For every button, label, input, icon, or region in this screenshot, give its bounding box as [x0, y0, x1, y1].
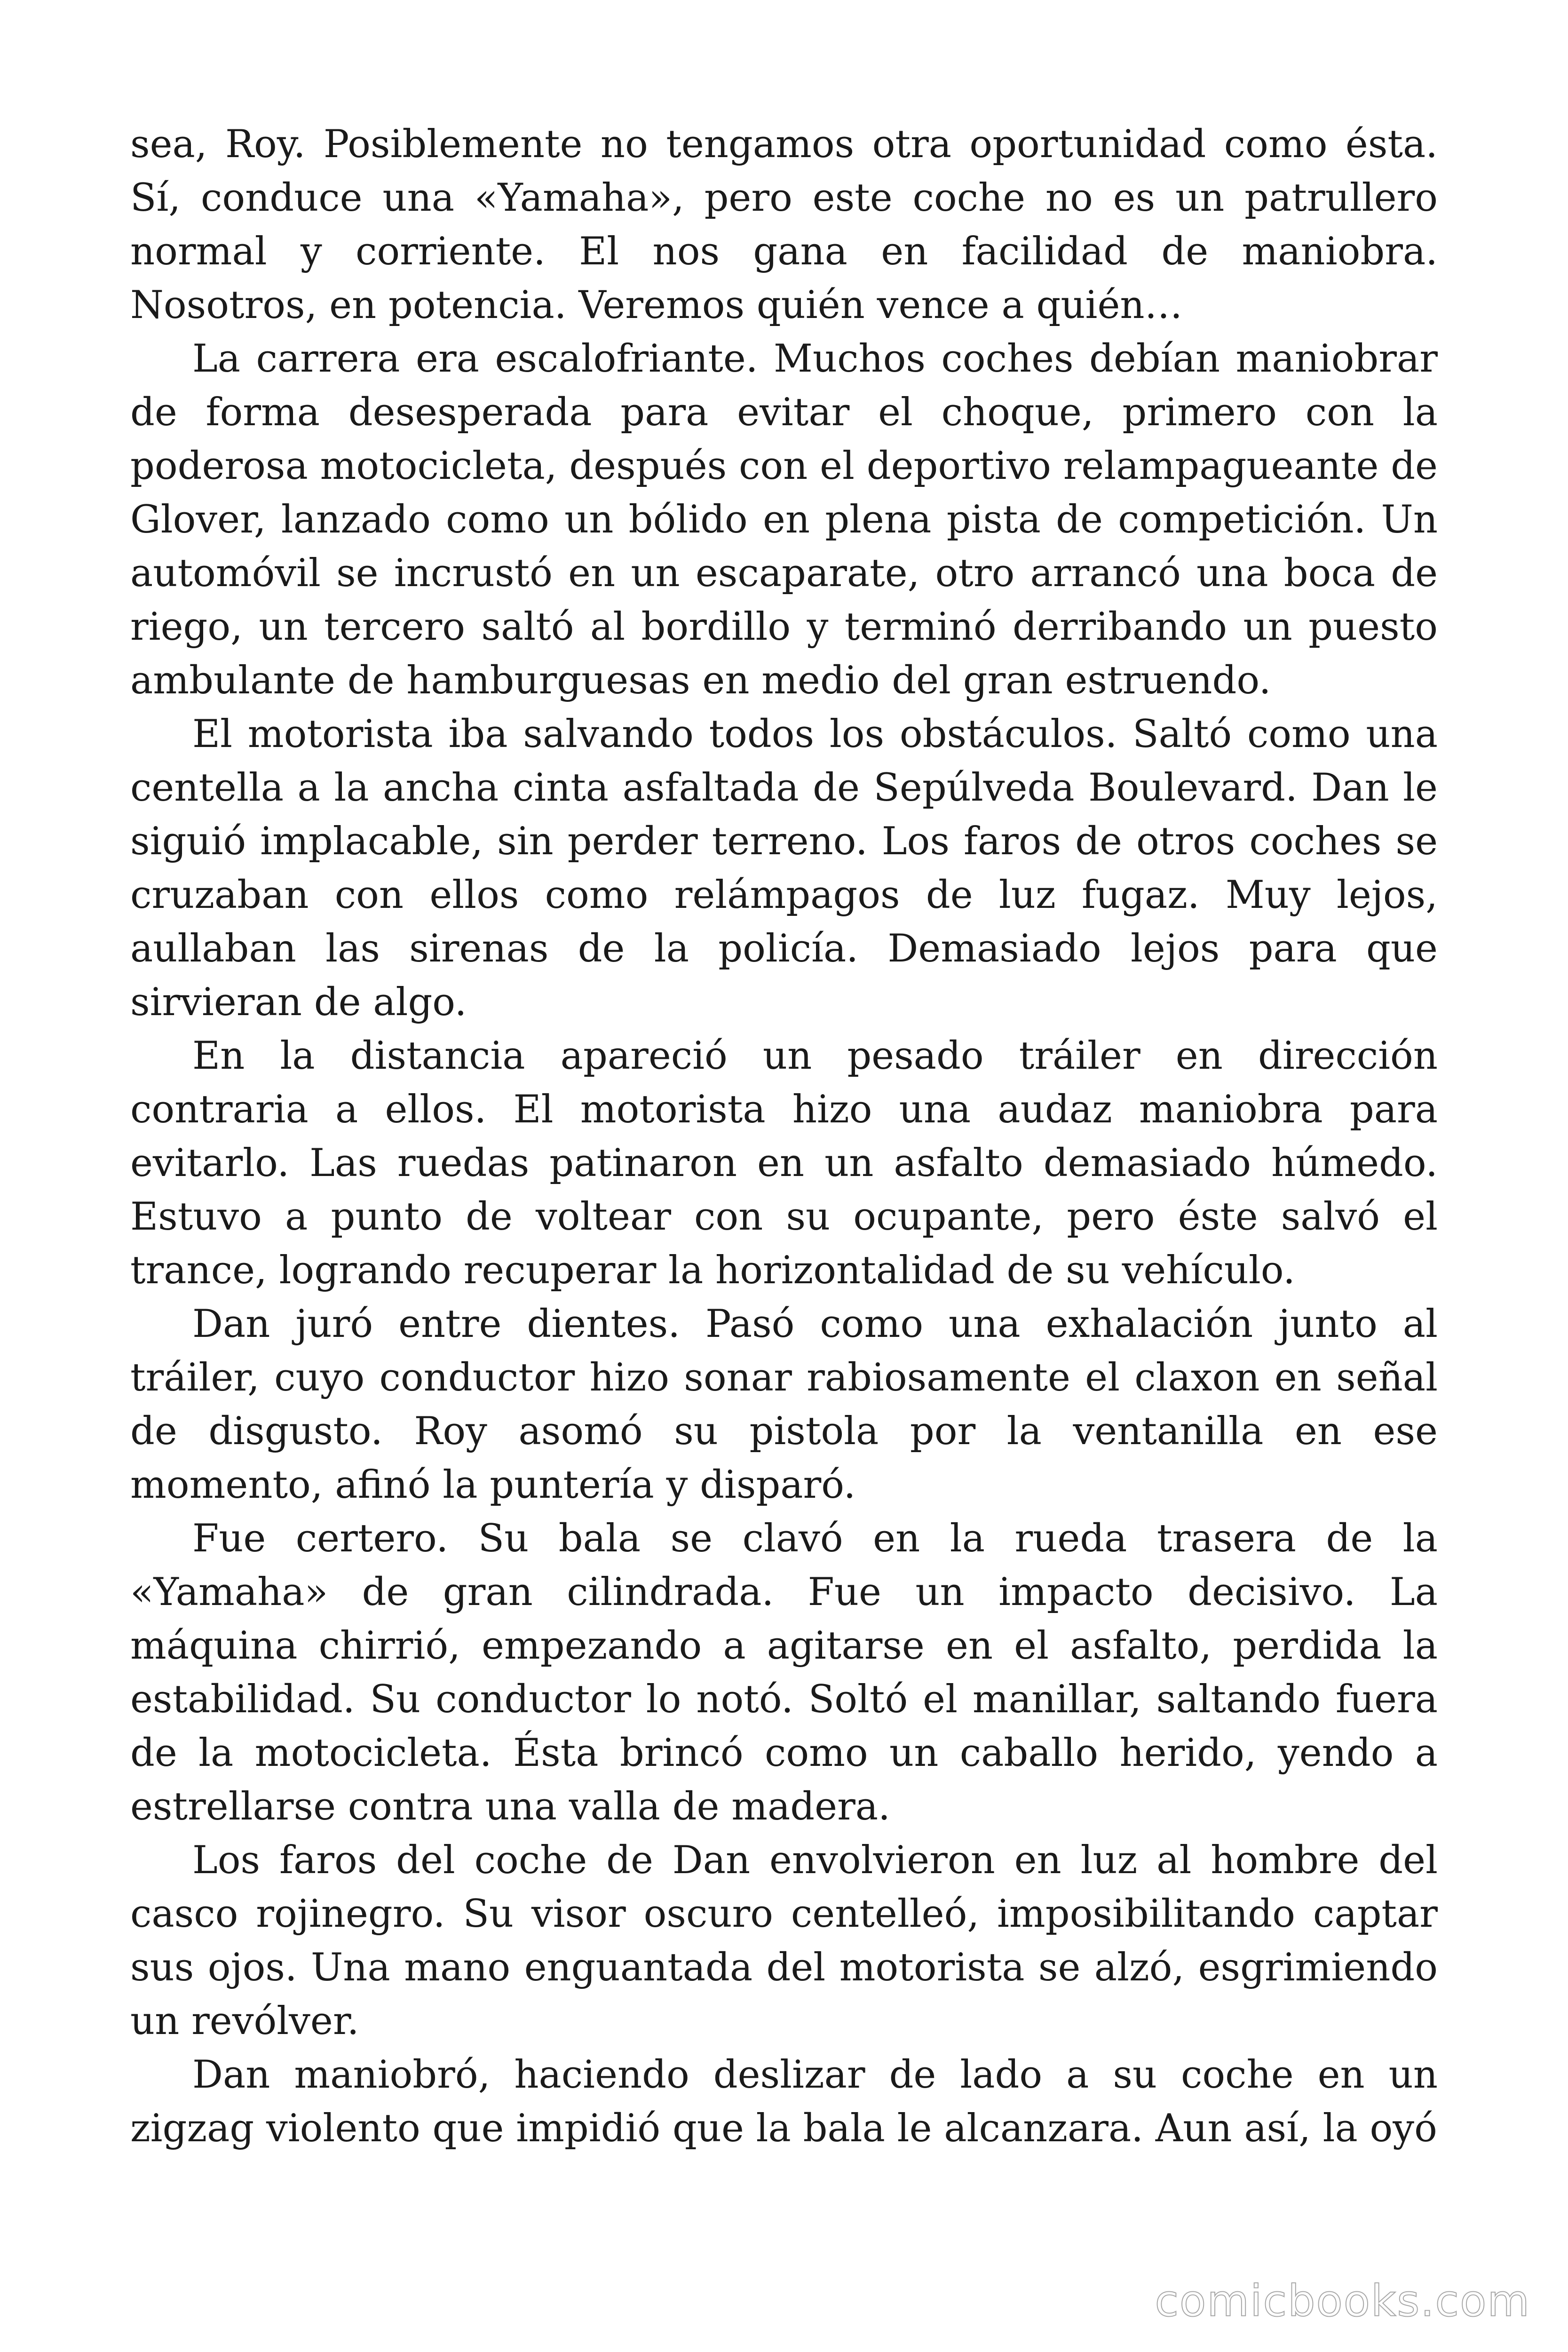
paragraph-4: En la distancia apareció un pesado tráiler en dirección contraria a ellos. El motorista hizo una audaz maniobra para evitarlo. Las ruedas patinaron en un asfalto demasiado húmedo. Estuvo a punto de voltear con su ocupante, pero éste salvó el trance, logrando recuperar la horizontalidad de su vehículo.	[130, 1034, 1438, 1293]
paragraph-5: Dan juró entre dientes. Pasó como una exhalación junto al tráiler, cuyo conductor hizo sonar rabiosamente el claxon en señal de disgusto. Roy asomó su pistola por la ventanilla en ese momento, afinó la puntería y disparó.	[130, 1302, 1438, 1507]
paragraph-3: El motorista iba salvando todos los obstáculos. Saltó como una centella a la ancha cinta asfaltada de Sepúlveda Boulevard. Dan le siguió implacable, sin perder terreno. Los faros de otros coches se cruzaban con ellos como relámpagos de luz fugaz. Muy lejos, aullaban las sirenas de la policía. Demasiado lejos para que sirvieran de algo.	[130, 712, 1438, 1025]
paragraph-2: La carrera era escalofriante. Muchos coches debían maniobrar de forma desesperada para evitar el choque, primero con la poderosa motocicleta, después con el deportivo relampagueante de Glover, lanzado como un bólido en plena pista de competición. Un automóvil se incrustó en un escaparate, otro arrancó una boca de riego, un tercero saltó al bordillo y terminó derribando un puesto ambulante de hamburguesas en medio del gran estruendo.	[130, 337, 1438, 703]
body-text	[130, 118, 1438, 2155]
paragraph-6: Fue certero. Su bala se clavó en la rueda trasera de la «Yamaha» de gran cilindrada. Fue un impacto decisivo. La máquina chirrió, empezando a agitarse en el asfalto, perdida la estabilidad. Su conductor lo notó. Soltó el manillar, saltando fuera de la motocicleta. Ésta brincó como un caballo herido, yendo a estrellarse contra una valla de madera.	[130, 1517, 1438, 1829]
paragraph-7: Los faros del coche de Dan envolvieron en luz al hombre del casco rojinegro. Su visor oscuro centelleó, imposibilitando captar sus ojos. Una mano enguantada del motorista se alzó, esgrimiendo un revólver.	[130, 1838, 1438, 2043]
paragraph-1: sea, Roy. Posiblemente no tengamos otra oportunidad como ésta. Sí, conduce una «Yamaha», pero este coche no es un patrullero normal y corriente. El nos gana en facilidad de maniobra. Nosotros, en potencia. Veremos quién vence a quién…	[130, 122, 1438, 327]
paragraph-8: Dan maniobró, haciendo deslizar de lado a su coche en un zigzag violento que impidió que la bala le alcanzara. Aun así, la oyó	[130, 2053, 1438, 2151]
watermark: comicbooks.com	[1155, 2276, 1530, 2326]
